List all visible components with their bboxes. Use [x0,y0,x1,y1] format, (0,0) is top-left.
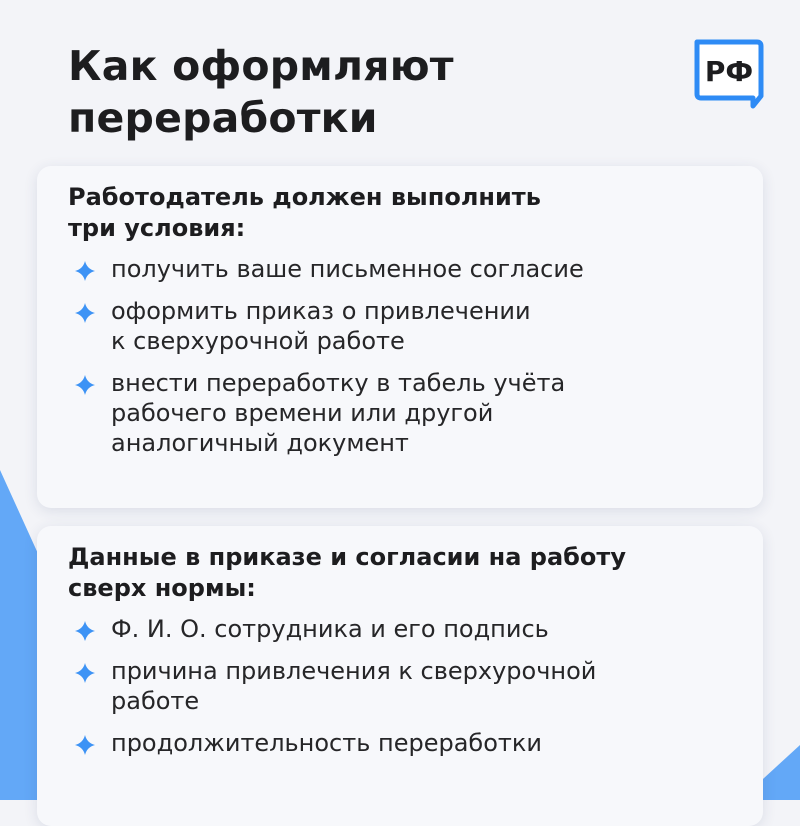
sparkle-bullet-icon [75,663,95,683]
conditions-card [37,166,763,508]
rf-logo-text: РФ [704,55,754,88]
list-item-text: рабочего времени или другой [111,399,494,427]
list-item-text: оформить приказ о привлечении [111,297,531,325]
list-item-text: работе [111,687,200,715]
list-item-text: причина привлечения к сверхурочной [111,657,597,685]
page-title-line: переработки [68,94,378,142]
list-item-text: получить ваше письменное согласие [111,255,584,283]
card-title-line: сверх нормы: [68,574,256,602]
card-title-line: Данные в приказе и согласии на работу [68,543,626,571]
sparkle-bullet-icon [75,621,95,641]
order-data-card [37,526,763,826]
sparkle-bullet-icon [75,735,95,755]
list-item [68,614,743,644]
rf-logo [691,38,765,110]
list-item [68,656,743,716]
list-item [68,296,743,356]
list-item [68,368,743,458]
list-item [68,728,743,758]
list-item-text: Ф. И. О. сотрудника и его подпись [111,615,549,643]
order-data-card-title [68,542,743,604]
sparkle-bullet-icon [75,375,95,395]
list-item-text: аналогичный документ [111,429,409,457]
page-title [68,40,628,144]
sparkle-bullet-icon [75,303,95,323]
conditions-list [68,254,743,458]
sparkle-bullet-icon [75,261,95,281]
list-item-text: к сверхурочной работе [111,327,405,355]
order-data-list [68,614,743,758]
list-item-text: внести переработку в табель учёта [111,369,566,397]
card-title-line: Работодатель должен выполнить [68,183,541,211]
list-item [68,254,743,284]
page-title-line: Как оформляют [68,42,454,90]
conditions-card-title [68,182,743,244]
card-title-line: три условия: [68,214,246,242]
list-item-text: продолжительность переработки [111,729,542,757]
